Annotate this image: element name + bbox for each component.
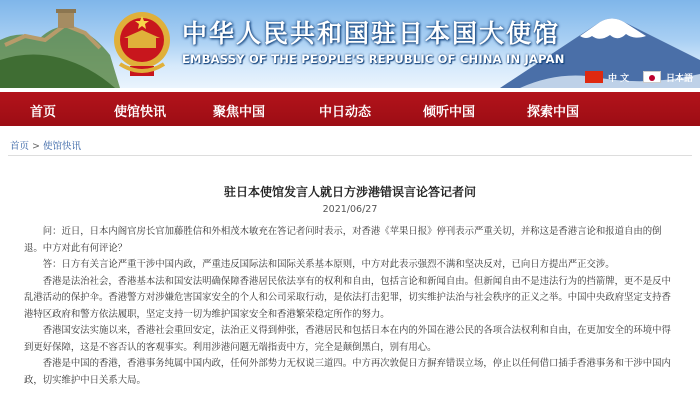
breadcrumb-current[interactable]: 使馆快讯 bbox=[42, 141, 81, 152]
breadcrumb-home[interactable]: 首页 bbox=[10, 141, 30, 152]
article-title: 驻日本使馆发言人就日方涉港错误言论答记者问 bbox=[223, 185, 476, 199]
japan-flag-icon bbox=[643, 71, 661, 83]
site-title-en: EMBASSY OF THE PEOPLE'S REPUBLIC OF CHINA IN JAPAN bbox=[182, 52, 565, 66]
article-paragraph: 香港是中国的香港，香港事务纯属中国内政，任何外部势力无权说三道四。中方再次敦促日方摒弃错误立场，停止以任何借口插手香港事务和干涉中国内政，切实维护中日关系大局。 bbox=[24, 358, 671, 386]
nav-item-home[interactable]: 首页 bbox=[30, 105, 57, 120]
lang-switch-japanese[interactable] bbox=[643, 70, 693, 84]
lang-label-jp: 日本語 bbox=[666, 73, 694, 84]
nav-item-china-japan[interactable]: 中日动态 bbox=[319, 105, 372, 120]
article-paragraph: 答：日方有关言论严重干涉中国内政，严重违反国际法和国际关系基本原则，中方对此表示强烈不满和坚决反对，已向日方提出严正交涉。 bbox=[42, 259, 615, 270]
nav-item-listen-china[interactable]: 倾听中国 bbox=[423, 105, 476, 120]
article-paragraph: 香港国安法实施以来，香港社会重回安定，法治正义得到伸张，香港居民和包括日本在内的外国在港公民的各项合法权利和自由，在更加安全的环境中得到更好保障，这是不容否认的客观事实。利用涉港问题无端指责中方，完全是颠倒黑白，别有用心。 bbox=[24, 325, 671, 353]
site-title-cn: 中华人民共和国驻日本国大使馆 bbox=[182, 19, 561, 48]
lang-switch-chinese[interactable] bbox=[585, 70, 629, 84]
article-body bbox=[24, 224, 676, 389]
article-paragraph: 香港是法治社会，香港基本法和国安法明确保障香港居民依法享有的权利和自由，包括言论和新闻自由。但新闻自由不是违法行为的挡箭牌，更不是反中乱港活动的保护伞。香港警方对涉嫌危害国家安全的个人和公司采取行动，是依法打击犯罪，切实维护法治与社会秩序的正义之举。中国中央政府坚定支持香港特区政府和警方依法履职，坚定支持一切为维护国家安全和香港繁荣稳定所作的努力。 bbox=[24, 275, 671, 320]
nav-item-focus-china[interactable]: 聚焦中国 bbox=[213, 105, 266, 120]
breadcrumb bbox=[10, 138, 81, 152]
article-paragraph: 问：近日，日本内阁官房长官加藤胜信和外相茂木敏充在答记者问时表示，对香港《苹果日报》停刊表示严重关切，并称这是香港言论和报道自由的倒退。中方对此有何评论？ bbox=[24, 226, 662, 254]
lang-label-cn: 中 文 bbox=[608, 73, 630, 84]
header-banner bbox=[0, 0, 700, 88]
national-emblem-icon[interactable] bbox=[110, 8, 174, 80]
nav-item-embassy-news[interactable]: 使馆快讯 bbox=[114, 105, 167, 120]
main-nav bbox=[0, 92, 700, 126]
divider bbox=[8, 155, 692, 156]
nav-item-explore-china[interactable]: 探索中国 bbox=[527, 105, 580, 120]
article-date: 2021/06/27 bbox=[322, 204, 378, 215]
breadcrumb-separator: > bbox=[32, 141, 40, 152]
china-flag-icon bbox=[585, 71, 603, 83]
